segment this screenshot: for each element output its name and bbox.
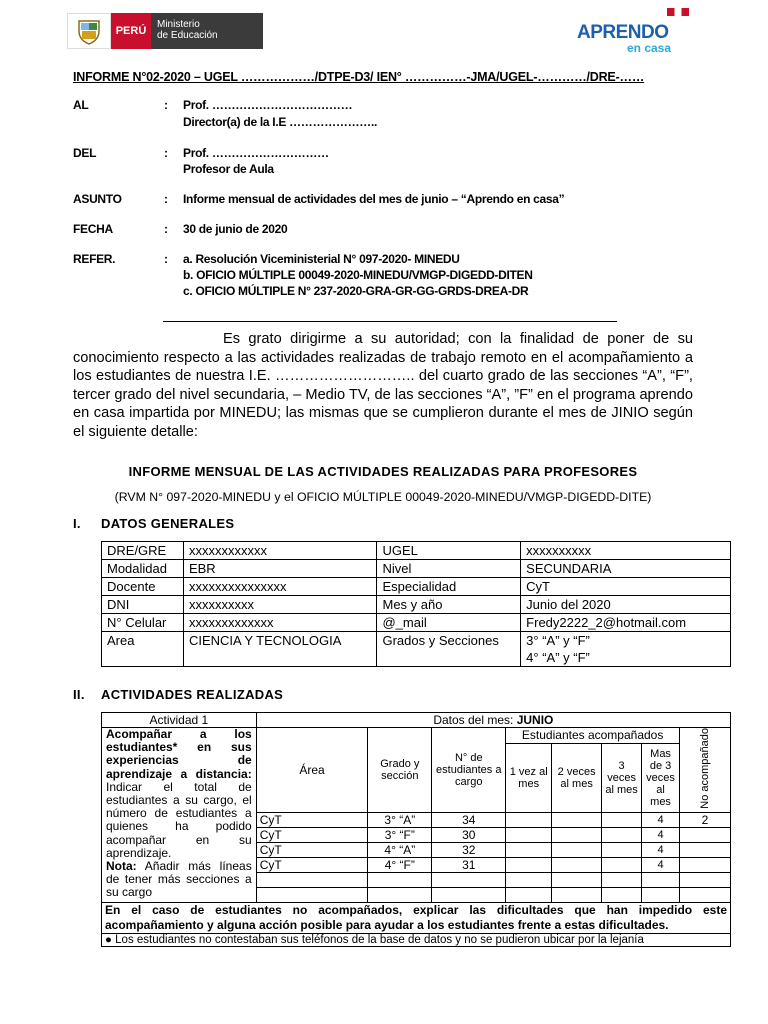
colon: : — [164, 146, 168, 160]
peru-flag-icon — [667, 8, 689, 16]
table-row — [102, 596, 731, 614]
cell: 3° “A” — [368, 812, 432, 827]
section1-title: DATOS GENERALES — [101, 516, 235, 531]
cell: 4° “A” — [368, 842, 432, 857]
cell — [506, 887, 552, 902]
grados-line1: 3° “A” y “F” — [526, 633, 590, 648]
separator-line — [163, 321, 617, 322]
colon: : — [164, 252, 168, 266]
cell: CyT — [256, 827, 368, 842]
cell — [506, 857, 552, 872]
table-row — [102, 933, 731, 946]
table-row — [102, 632, 731, 667]
col-grado: Grado y sección — [368, 728, 432, 813]
cell: Docente — [102, 578, 184, 596]
cell — [552, 842, 602, 857]
cell — [552, 812, 602, 827]
table-row — [102, 902, 731, 933]
cell: SECUNDARIA — [521, 560, 731, 578]
refer-c: c. OFICIO MÚLTIPLE N° 237-2020-GRA-GR-GG-GRDS-DREA-DR — [183, 284, 529, 298]
aprendo-en-casa-logo — [555, 6, 693, 54]
cell — [552, 887, 602, 902]
cell — [602, 842, 642, 857]
asunto-label: ASUNTO — [73, 192, 122, 206]
al-line2: Director(a) de la I.E ………………….. — [183, 115, 378, 129]
cell: N° Celular — [102, 614, 184, 632]
report-title: INFORME MENSUAL DE LAS ACTIVIDADES REALIZADAS PARA PROFESORES — [128, 464, 638, 479]
cell: 4° “F” — [368, 857, 432, 872]
cell — [432, 887, 506, 902]
cell: Nivel — [377, 560, 521, 578]
colon: : — [164, 192, 168, 206]
refer-a: a. Resolución Viceministerial N° 097-2020- MINEDU — [183, 252, 460, 266]
col-no-acompanado-label: No acompañado — [699, 728, 712, 809]
cell — [680, 857, 731, 872]
fecha-value: 30 de junio de 2020 — [183, 222, 288, 236]
cell — [602, 872, 642, 887]
cell: Fredy2222_2@hotmail.com — [521, 614, 731, 632]
actividad-bold: Acompañar a los estudiantes* en sus experiencias de aprendizaje a distancia: — [106, 727, 252, 781]
actividad-note-label: Nota: — [106, 859, 137, 874]
del-line2: Profesor de Aula — [183, 162, 274, 176]
col-2-veces: 2 veces al mes — [552, 743, 602, 812]
cell: CyT — [256, 842, 368, 857]
section2-number: II. — [73, 687, 85, 702]
cell: 3° “F” — [368, 827, 432, 842]
table-row — [102, 728, 731, 744]
al-label: AL — [73, 98, 89, 112]
refer-label: REFER. — [73, 252, 116, 266]
informe-number: INFORME N°02-2020 – UGEL ………………/DTPE-D3/ IEN° ……………-JMA/UGEL-…………/DRE-…… — [73, 70, 645, 84]
cell: xxxxxxxxxxxx — [183, 542, 377, 560]
cell — [506, 842, 552, 857]
cell — [256, 887, 368, 902]
table-row — [102, 560, 731, 578]
actividad-note-text: Añadir más líneas de tener más secciones a su cargo — [106, 859, 252, 900]
no-acompanados-note: En el caso de estudiantes no acompañados, explicar las dificultades que han impedido este acompañamiento y alguna acción posible para ayudar a los estudiantes frente a estas dificultades. — [102, 902, 731, 933]
col-mas-3: Mas de 3 veces al mes — [642, 743, 680, 812]
ministry-line2: de Educación — [157, 30, 218, 41]
cell — [552, 872, 602, 887]
cell — [368, 872, 432, 887]
cell: 4 — [642, 857, 680, 872]
ministry-label — [151, 13, 263, 49]
table-row — [102, 542, 731, 560]
cell: Mes y año — [377, 596, 521, 614]
cell — [506, 872, 552, 887]
cell — [368, 887, 432, 902]
cell: 32 — [432, 842, 506, 857]
cell: @_mail — [377, 614, 521, 632]
cell: xxxxxxxxxx — [521, 542, 731, 560]
cell: 31 — [432, 857, 506, 872]
datos-mes-label: Datos del mes: — [433, 713, 517, 727]
aprendo-text: APRENDO — [577, 22, 669, 43]
cell: CyT — [256, 857, 368, 872]
bullet-item — [102, 933, 731, 946]
actividad-text: Indicar el total de estudiantes a su cargo, el número de estudiantes a quienes ha podido acompañar en su aprendizaje. — [106, 779, 252, 860]
cell: CyT — [256, 812, 368, 827]
cell: Grados y Secciones — [377, 632, 521, 667]
cell: DRE/GRE — [102, 542, 184, 560]
asunto-value: Informe mensual de actividades del mes de junio – “Aprendo en casa” — [183, 192, 565, 206]
coat-of-arms-icon — [67, 13, 111, 49]
col-acompanados: Estudiantes acompañados — [506, 728, 680, 744]
cell: EBR — [183, 560, 377, 578]
cell: CIENCIA Y TECNOLOGIA — [183, 632, 377, 667]
en-casa-text: en casa — [627, 41, 672, 55]
col-no-acompanado — [680, 728, 731, 813]
col-n-estudiantes: N° de estudiantes a cargo — [432, 728, 506, 813]
datos-mes-value: JUNIO — [516, 713, 554, 727]
del-label: DEL — [73, 146, 97, 160]
cell: 4 — [642, 827, 680, 842]
cell: 4 — [642, 812, 680, 827]
table-row — [102, 614, 731, 632]
cell — [256, 872, 368, 887]
cell — [680, 827, 731, 842]
del-line1: Prof. ………………………… — [183, 146, 329, 160]
minedu-logo — [67, 13, 263, 49]
cell — [432, 872, 506, 887]
peru-label: PERÚ — [111, 13, 151, 49]
cell: xxxxxxxxxx — [183, 596, 377, 614]
cell: Modalidad — [102, 560, 184, 578]
table-row — [102, 578, 731, 596]
cell: DNI — [102, 596, 184, 614]
cell — [602, 857, 642, 872]
section1-number: I. — [73, 516, 81, 531]
refer-b: b. OFICIO MÚLTIPLE 00049-2020-MINEDU/VMGP-DIGEDD-DITEN — [183, 268, 533, 282]
report-subtitle: (RVM N° 097-2020-MINEDU y el OFICIO MÚLTIPLE 00049-2020-MINEDU/VMGP-DIGEDD-DITE) — [114, 490, 652, 504]
actividades-table — [101, 712, 731, 947]
ministry-line1: Ministerio — [157, 19, 200, 30]
col-1-vez: 1 vez al mes — [506, 743, 552, 812]
body-paragraph-text: Es grato dirigirme a su autoridad; con la finalidad de poner de su conocimiento respecto a las actividades realizadas de trabajo remoto en el acompañamiento a los estudiantes de nuestra I.E. ……………………….. del cuarto grado de las secciones “A”, “F”, tercer grado del nivel secundaria, – Medio TV, de las secciones “A”, ”F” en el programa aprendo en casa impartida por MINEDU; las mismas que se cumplieron durante el mes de JINIO según el siguiente detalle: — [73, 331, 693, 440]
al-line1: Prof. ……………………………… — [183, 98, 353, 112]
cell: 2 — [680, 812, 731, 827]
cell: Especialidad — [377, 578, 521, 596]
col-3-veces: 3 veces al mes — [602, 743, 642, 812]
cell: Junio del 2020 — [521, 596, 731, 614]
section2-title: ACTIVIDADES REALIZADAS — [101, 687, 284, 702]
datos-mes-header — [256, 713, 730, 728]
actividad-header: Actividad 1 — [102, 713, 257, 728]
cell — [680, 872, 731, 887]
cell — [552, 857, 602, 872]
cell — [552, 827, 602, 842]
table-row — [102, 713, 731, 728]
cell: Area — [102, 632, 184, 667]
cell: 4 — [642, 842, 680, 857]
cell: xxxxxxxxxxxxx — [183, 614, 377, 632]
cell — [506, 827, 552, 842]
cell — [642, 887, 680, 902]
cell: 30 — [432, 827, 506, 842]
cell — [602, 887, 642, 902]
colon: : — [164, 222, 168, 236]
cell — [642, 872, 680, 887]
cell: CyT — [521, 578, 731, 596]
cell: xxxxxxxxxxxxxxx — [183, 578, 377, 596]
fecha-label: FECHA — [73, 222, 113, 236]
bullet-icon: ● — [105, 933, 112, 946]
colon: : — [164, 98, 168, 112]
grados-line2: 4° “A” y “F” — [526, 650, 590, 665]
cell — [521, 632, 731, 667]
actividad-description — [102, 728, 257, 903]
cell: UGEL — [377, 542, 521, 560]
cell — [680, 887, 731, 902]
cell — [680, 842, 731, 857]
datos-generales-table — [101, 541, 731, 667]
cell — [602, 827, 642, 842]
cell — [506, 812, 552, 827]
col-area: Área — [256, 728, 368, 813]
cell — [602, 812, 642, 827]
bullet-text: Los estudiantes no contestaban sus teléfonos de la base de datos y no se pudieron ubicar por la lejanía — [115, 933, 644, 946]
cell: 34 — [432, 812, 506, 827]
body-paragraph — [73, 330, 693, 442]
